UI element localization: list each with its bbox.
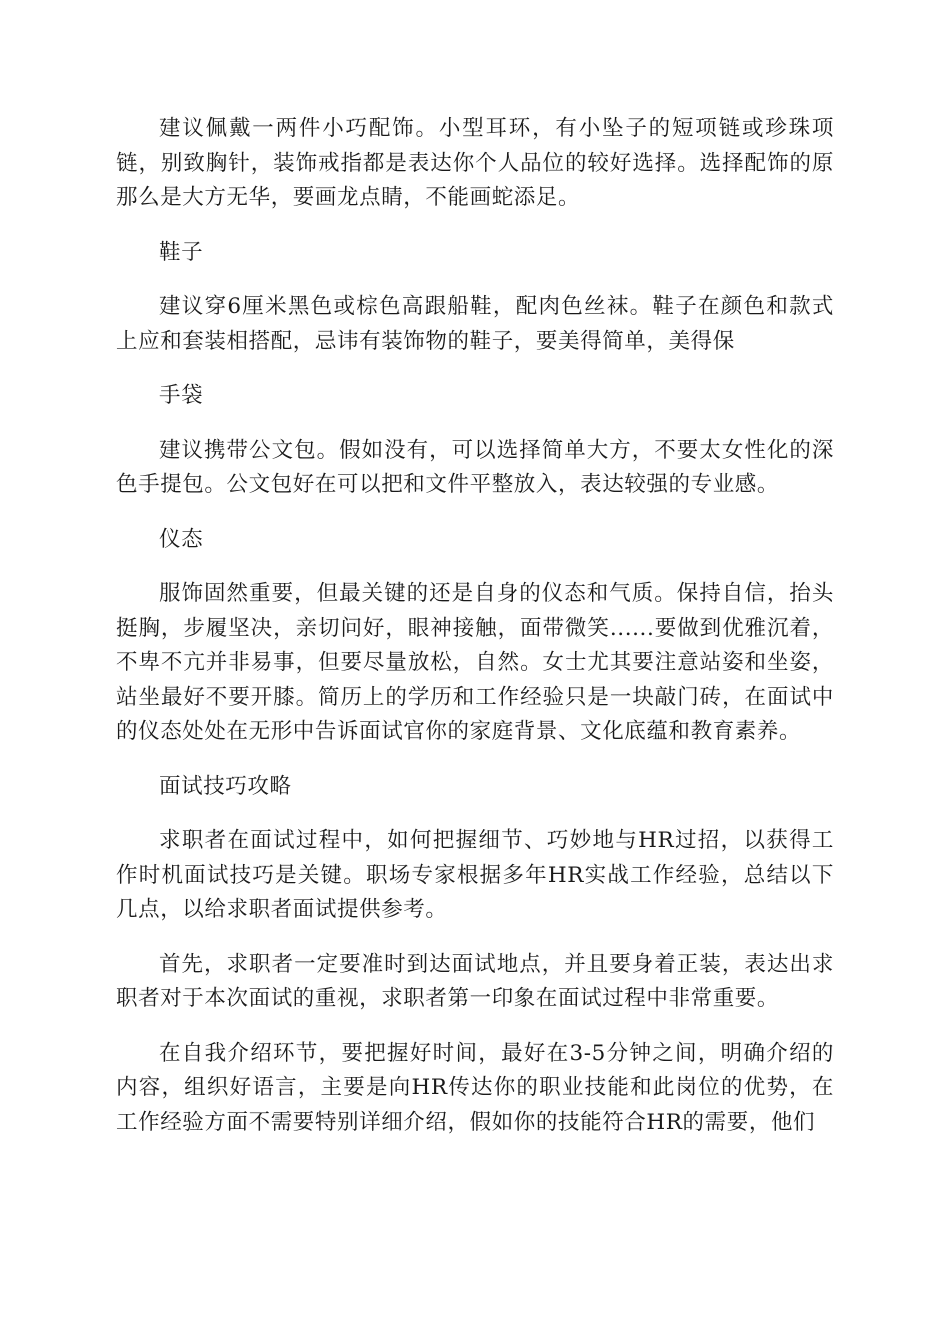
- document-body: [116, 112, 834, 1160]
- section-heading-demeanor: 仪态: [159, 526, 204, 552]
- paragraph-interview-intro: 求职者在面试过程中，如何把握细节、巧妙地与HR过招，以获得工作时机面试技巧是关键。职场专家根据多年HR实战工作经验，总结以下几点，以给求职者面试提供参考。: [116, 828, 834, 922]
- section-heading-shoes: 鞋子: [159, 239, 204, 265]
- section-heading-handbag: 手袋: [159, 383, 204, 408]
- paragraph-punctuality: 首先，求职者一定要准时到达面试地点，并且要身着正装，表达出求职者对于本次面试的重视，求职者第一印象在面试过程中非常重要。: [116, 951, 834, 1011]
- paragraph-self-introduction: 在自我介绍环节，要把握好时间，最好在3-5分钟之间，明确介绍的内容，组织好语言，主要是向HR传达你的职业技能和此岗位的优势，在工作经验方面不需要特别详细介绍，假如你的技能符合HR的需要，他们: [116, 1040, 834, 1135]
- paragraph-demeanor: 服饰固然重要，但最关键的还是自身的仪态和气质。保持自信，抬头挺胸，步履坚决，亲切问好，眼神接触，面带微笑......要做到优雅沉着，不卑不亢并非易事，但要尽量放松，自然。女士尤其要注意站姿和坐姿，站坐最好不要开膝。简历上的学历和工作经验只是一块敲门砖，在面试中的仪态处处在无形中告诉面试官你的家庭背景、文化底蕴和教育素养。: [116, 581, 834, 744]
- section-heading-interview-tips: 面试技巧攻略: [159, 773, 292, 799]
- paragraph-shoes: 建议穿6厘米黑色或棕色高跟船鞋，配肉色丝袜。鞋子在颜色和款式上应和套装相搭配，忌讳有装饰物的鞋子，要美得简单，美得保: [116, 294, 834, 354]
- paragraph-handbag: 建议携带公文包。假如没有，可以选择简单大方，不要太女性化的深色手提包。公文包好在可以把和文件平整放入，表达较强的专业感。: [116, 437, 834, 497]
- paragraph-accessories: 建议佩戴一两件小巧配饰。小型耳环，有小坠子的短项链或珍珠项链，别致胸针，装饰戒指都是表达你个人品位的较好选择。选择配饰的原那么是大方无华，要画龙点睛，不能画蛇添足。: [116, 116, 834, 210]
